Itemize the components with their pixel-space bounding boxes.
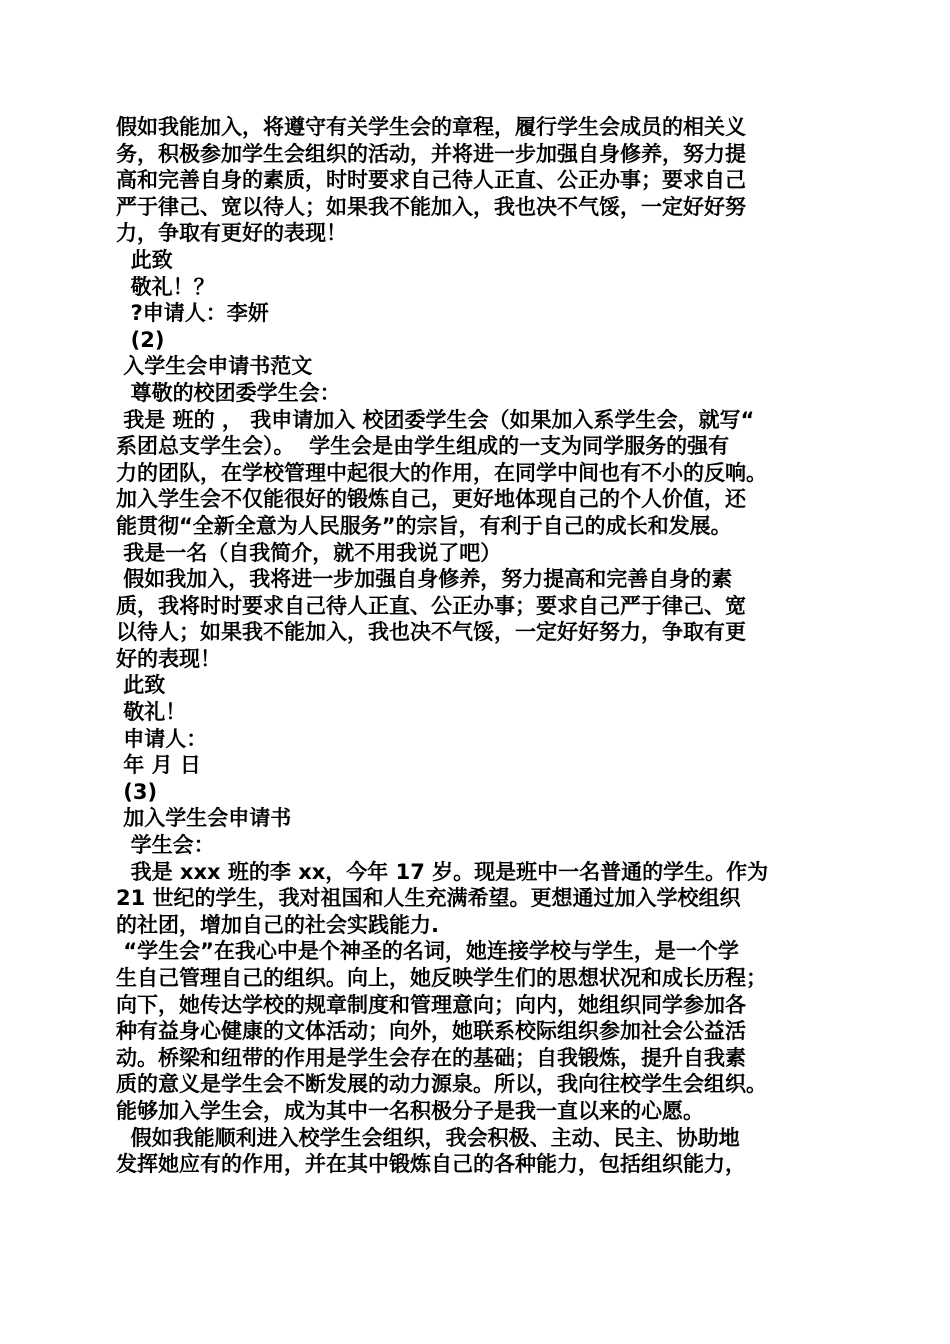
text-line: 的社团，增加自己的社会实践能力. bbox=[116, 912, 439, 937]
text-line: 敬礼！ bbox=[116, 700, 187, 725]
text-line: 好的表现！ bbox=[116, 646, 221, 671]
text-line: 高和完善自身的素质，时时要求自己待人正直、公正办事；要求自己 bbox=[116, 168, 746, 193]
text-line: 假如我能顺利进入校学生会组织，我会积极、主动、民主、协助地 bbox=[116, 1125, 740, 1150]
text-line: 以待人；如果我不能加入，我也决不气馁，一定好好努力，争取有更 bbox=[116, 620, 746, 645]
text-line: (2) bbox=[116, 327, 165, 352]
text-line: 能够加入学生会，成为其中一名积极分子是我一直以来的心愿。 bbox=[116, 1098, 704, 1123]
text-line: 敬礼！？ bbox=[116, 274, 215, 299]
text-line: 年 月 日 bbox=[116, 753, 201, 778]
text-line: 假如我加入，我将进一步加强自身修养，努力提高和完善自身的素 bbox=[116, 567, 733, 592]
text-line: 21 世纪的学生，我对祖国和人生充满希望。更想通过加入学校组织 bbox=[116, 886, 741, 911]
text-line: 假如我能加入，将遵守有关学生会的章程，履行学生会成员的相关义 bbox=[116, 115, 746, 139]
text-line: 我是 xxx 班的李 xx，今年 17 岁。现是班中一名普通的学生。作为 bbox=[116, 859, 769, 884]
text-line: ?申请人：李妍 bbox=[116, 301, 269, 326]
text-line: (3) bbox=[116, 779, 158, 804]
text-line: 力的团队，在学校管理中起很大的作用，在同学中间也有不小的反响。 bbox=[116, 460, 767, 485]
text-line: 务，积极参加学生会组织的活动，并将进一步加强自身修养，努力提 bbox=[116, 141, 746, 166]
text-line: 入学生会申请书范文 bbox=[116, 354, 313, 379]
text-line: 严于律己、宽以待人；如果我不能加入，我也决不气馁，一定好好努 bbox=[116, 194, 746, 219]
text-line: 加入学生会不仅能很好的锻炼自己，更好地体现自己的个人价值，还 bbox=[116, 487, 746, 512]
text-line: 申请人： bbox=[116, 726, 208, 751]
text-line: 力，争取有更好的表现！ bbox=[116, 221, 347, 246]
text-line: 此致 bbox=[116, 673, 166, 698]
text-line: 生自己管理自己的组织。向上，她反映学生们的思想状况和成长历程； bbox=[116, 966, 767, 990]
text-line: 发挥她应有的作用，并在其中锻炼自己的各种能力，包括组织能力， bbox=[116, 1152, 746, 1177]
text-line: 向下，她传达学校的规章制度和管理意向；向内，她组织同学参加各 bbox=[116, 992, 746, 1017]
text-line: 质，我将时时要求自己待人正直、公正办事；要求自己严于律己、宽 bbox=[116, 593, 746, 618]
text-line: 尊敬的校团委学生会： bbox=[116, 380, 341, 405]
text-line: 我是一名（自我简介，就不用我说了吧） bbox=[116, 540, 502, 565]
text-line: 动。桥梁和纽带的作用是学生会存在的基础；自我锻炼，提升自我素 bbox=[116, 1045, 746, 1070]
document-body bbox=[116, 114, 836, 1178]
text-line: 种有益身心健康的文体活动；向外，她联系校际组织参加社会公益活 bbox=[116, 1019, 746, 1044]
text-line: 学生会： bbox=[116, 833, 215, 858]
text-line: 此致 bbox=[116, 247, 173, 272]
text-line: 质的意义是学生会不断发展的动力源泉。所以，我向往校学生会组织。 bbox=[116, 1072, 767, 1097]
text-line: 加入学生会申请书 bbox=[116, 806, 292, 831]
text-line: 我是 班的 ， 我申请加入 校团委学生会（如果加入系学生会，就写“ bbox=[116, 407, 755, 432]
text-line: 能贯彻“全新全意为人民服务”的宗旨，有利于自己的成长和发展。 bbox=[116, 513, 732, 538]
text-line: “学生会”在我心中是个神圣的名词，她连接学校与学生，是一个学 bbox=[116, 939, 739, 964]
text-line: 系团总支学生会）。 学生会是由学生组成的一支为同学服务的强有 bbox=[116, 434, 730, 459]
